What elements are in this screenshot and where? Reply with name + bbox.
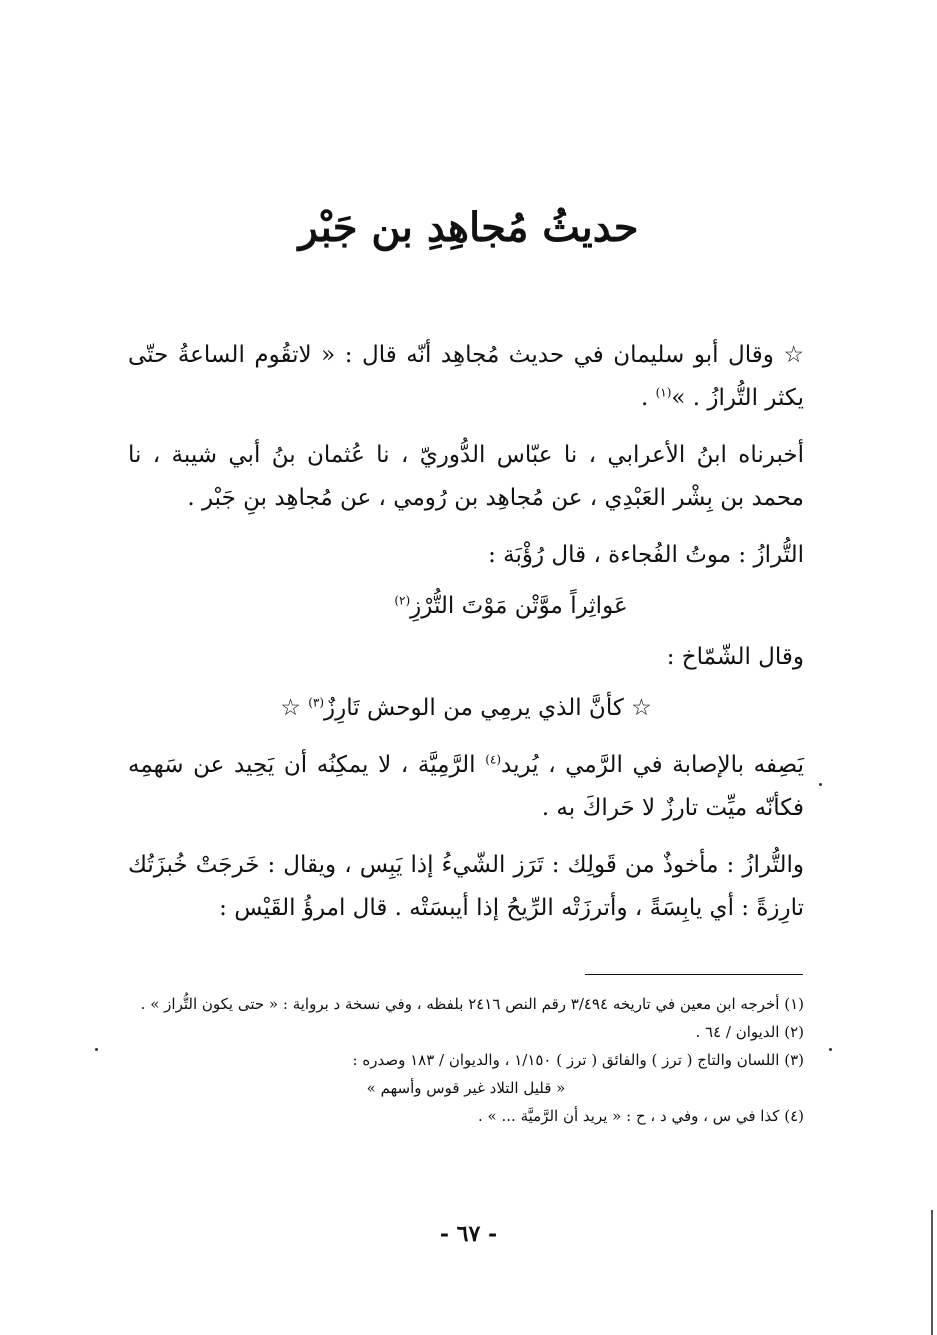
paragraph-isnad: أخبرناه ابنُ الأعرابي ، نا عبّاس الدُّوريّ ، نا عُثمان بنُ أبي شيبة ، نا محمد بن بِشْر العَبْدِي ، عن مُجاهِد بن رُومي ، عن مُجاهِد بنِ جَبْر . xyxy=(128,442,804,511)
footnotes xyxy=(128,990,804,1130)
paragraph-hadith-tail: . xyxy=(640,385,656,411)
footnote-3: (٣) اللسان والتاج ( ترز ) والفائق ( ترز ) ١/١٥٠ ، والديوان / ١٨٣ وصدره : xyxy=(352,1051,804,1069)
verse-ruaba-text: عَواثِراً موَّتْن مَوْتَ التُّرْزِ xyxy=(410,593,628,619)
verse-shammakh-end: ☆ xyxy=(280,695,309,721)
footnote-divider xyxy=(585,974,803,975)
footnote-ref-2[interactable]: (٢) xyxy=(394,593,411,608)
footnote-4: (٤) كذا في س ، وفي د ، ح : « يريد أن الرَّميَّة ... » . xyxy=(478,1107,804,1125)
paragraph-etymology: والتُّرازُ : مأخوذٌ من قَولِك : تَرَز الشّيءُ إذا يَبِس ، ويقال : خَرجَتْ خُبزَتُك تارِزةً : أي يابِسَةً ، وأترزَتْه الرِّيحُ إذا أيبسَتْه . قال امرؤُ القَيْس : xyxy=(128,852,804,921)
footnote-1: (١) أخرجه ابن معين في تاريخه ٣/٤٩٤ رقم النص ٢٤١٦ بلفظه ، وفي نسخة د برواية : « حتى يكون التُّراز » . xyxy=(140,995,804,1013)
scan-edge-line xyxy=(931,1210,933,1335)
verse-ruaba xyxy=(128,585,804,628)
paragraph-explanation xyxy=(128,744,804,830)
paragraph-definition: التُّرازُ : موتُ الفُجاءة ، قال رُؤْبَة : xyxy=(488,542,804,568)
page-number: - ٦٧ - xyxy=(439,1221,498,1247)
paragraph-hadith xyxy=(128,334,804,420)
paragraph-shammakh: وقال الشّمّاخ : xyxy=(666,644,804,670)
scan-speck xyxy=(95,1048,98,1051)
scan-speck xyxy=(819,783,822,786)
footnote-3-verse: « قليل التلاد غير قوس وأسهم » xyxy=(366,1079,566,1097)
page-title: حديثُ مُجاهِدِ بن جَبْر xyxy=(298,204,639,251)
verse-shammakh-text: ☆ كأنَّ الذي يرمِي من الوحش تَارِزٌ xyxy=(324,695,652,721)
footnote-ref-4[interactable]: (٤) xyxy=(485,752,502,767)
main-text xyxy=(128,334,804,944)
paragraph-explanation-start: يَصِفه بالإصابة في الرَّمي ، يُريد xyxy=(501,752,804,778)
scan-speck xyxy=(829,1048,832,1051)
verse-shammakh xyxy=(128,687,804,730)
footnote-2: (٢) الديوان / ٦٤ . xyxy=(695,1023,804,1041)
footnote-ref-3[interactable]: (٣) xyxy=(308,695,325,710)
paragraph-hadith-text: ☆ وقال أبو سليمان في حديث مُجاهِد أنّه قال : « لاتقُوم الساعةُ حتّى يكثر التُّرازُ . » xyxy=(128,342,804,411)
footnote-ref-1[interactable]: (١) xyxy=(655,385,672,400)
paragraph-explanation-end: الرَّمِيَّة ، لا يمكِنُه أن يَحِيد عن سَهمِه فكأنّه ميِّت تارزٌ لا حَراكَ به . xyxy=(128,752,804,821)
